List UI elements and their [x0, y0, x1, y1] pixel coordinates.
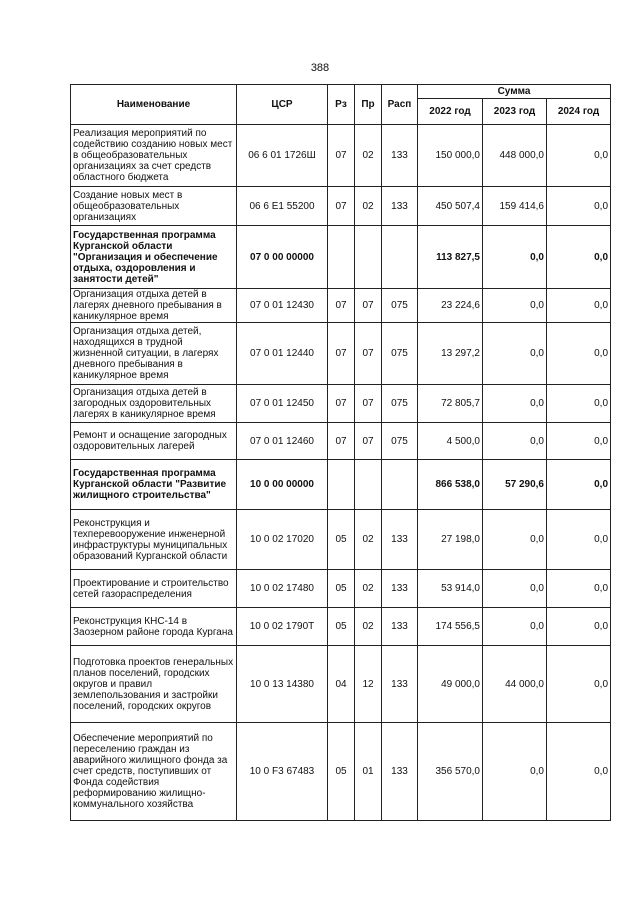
cell-2024: 0,0 — [547, 323, 611, 385]
cell-2023: 0,0 — [483, 385, 547, 423]
budget-table — [70, 84, 611, 821]
cell-pr — [355, 460, 382, 510]
cell-2022: 4 500,0 — [418, 423, 483, 460]
cell-2022: 113 827,5 — [418, 226, 483, 289]
cell-name: Проектирование и строительство сетей газораспределения — [71, 570, 237, 608]
cell-2024: 0,0 — [547, 646, 611, 723]
cell-csr: 07 0 01 12440 — [237, 323, 328, 385]
cell-name: Обеспечение мероприятий по переселению граждан из аварийного жилищного фонда за счет средств, поступивших от Фонда содействия реформированию жилищно-коммунального хозяйства — [71, 723, 237, 821]
table-row — [71, 608, 611, 646]
cell-2022: 450 507,4 — [418, 187, 483, 226]
cell-rasp: 133 — [382, 187, 418, 226]
cell-name: Организация отдыха детей, находящихся в трудной жизненной ситуации, в лагерях дневного пребывания в каникулярное время — [71, 323, 237, 385]
cell-pr: 07 — [355, 323, 382, 385]
cell-csr: 07 0 01 12450 — [237, 385, 328, 423]
cell-csr: 07 0 01 12430 — [237, 289, 328, 323]
cell-2024: 0,0 — [547, 570, 611, 608]
cell-name: Подготовка проектов генеральных планов поселений, городских округов и правил землепользования и застройки поселений, городских округов — [71, 646, 237, 723]
cell-2023: 0,0 — [483, 289, 547, 323]
cell-pr — [355, 226, 382, 289]
cell-2024: 0,0 — [547, 289, 611, 323]
cell-rz: 07 — [328, 385, 355, 423]
table-row — [71, 723, 611, 821]
cell-2022: 49 000,0 — [418, 646, 483, 723]
cell-rz — [328, 226, 355, 289]
cell-2024: 0,0 — [547, 510, 611, 570]
cell-2022: 72 805,7 — [418, 385, 483, 423]
table-row — [71, 510, 611, 570]
cell-rasp: 075 — [382, 385, 418, 423]
table-row — [71, 646, 611, 723]
cell-rasp: 133 — [382, 570, 418, 608]
cell-2022: 866 538,0 — [418, 460, 483, 510]
header-name: Наименование — [71, 85, 237, 125]
header-2022: 2022 год — [418, 99, 483, 125]
cell-csr: 10 0 F3 67483 — [237, 723, 328, 821]
cell-name: Ремонт и оснащение загородных оздоровительных лагерей — [71, 423, 237, 460]
table-row — [71, 187, 611, 226]
cell-csr: 07 0 01 12460 — [237, 423, 328, 460]
cell-2022: 53 914,0 — [418, 570, 483, 608]
cell-name: Реализация мероприятий по содействию созданию новых мест в общеобразовательных организациях за счет средств областного бюджета — [71, 125, 237, 187]
cell-rasp — [382, 460, 418, 510]
cell-pr: 02 — [355, 608, 382, 646]
cell-name: Государственная программа Курганской области "Развитие жилищного строительства" — [71, 460, 237, 510]
table-row — [71, 570, 611, 608]
cell-rasp: 133 — [382, 510, 418, 570]
header-rasp: Расп — [382, 85, 418, 125]
cell-2023: 0,0 — [483, 723, 547, 821]
cell-rz: 07 — [328, 125, 355, 187]
cell-csr: 10 0 02 17480 — [237, 570, 328, 608]
cell-2022: 150 000,0 — [418, 125, 483, 187]
cell-rz: 05 — [328, 723, 355, 821]
table-row — [71, 125, 611, 187]
cell-2024: 0,0 — [547, 385, 611, 423]
cell-2023: 57 290,6 — [483, 460, 547, 510]
table-body — [71, 125, 611, 821]
cell-csr: 10 0 02 17020 — [237, 510, 328, 570]
program-row — [71, 460, 611, 510]
cell-2023: 0,0 — [483, 423, 547, 460]
cell-rz: 05 — [328, 608, 355, 646]
cell-csr: 07 0 00 00000 — [237, 226, 328, 289]
cell-rasp: 075 — [382, 289, 418, 323]
cell-pr: 07 — [355, 385, 382, 423]
cell-rz: 07 — [328, 187, 355, 226]
cell-2022: 23 224,6 — [418, 289, 483, 323]
cell-2023: 0,0 — [483, 570, 547, 608]
header-pr: Пр — [355, 85, 382, 125]
cell-2023: 159 414,6 — [483, 187, 547, 226]
table-row — [71, 385, 611, 423]
header-rz: Рз — [328, 85, 355, 125]
cell-2023: 44 000,0 — [483, 646, 547, 723]
header-2024: 2024 год — [547, 99, 611, 125]
cell-rasp: 133 — [382, 646, 418, 723]
cell-2024: 0,0 — [547, 125, 611, 187]
cell-2024: 0,0 — [547, 723, 611, 821]
cell-2023: 448 000,0 — [483, 125, 547, 187]
cell-pr: 12 — [355, 646, 382, 723]
cell-2022: 174 556,5 — [418, 608, 483, 646]
table-row — [71, 323, 611, 385]
cell-name: Организация отдыха детей в загородных оздоровительных лагерях в каникулярное время — [71, 385, 237, 423]
table-row — [71, 423, 611, 460]
cell-2023: 0,0 — [483, 226, 547, 289]
cell-csr: 10 0 13 14380 — [237, 646, 328, 723]
cell-name: Реконструкция КНС-14 в Заозерном районе города Кургана — [71, 608, 237, 646]
header-2023: 2023 год — [483, 99, 547, 125]
cell-pr: 02 — [355, 187, 382, 226]
header-csr: ЦСР — [237, 85, 328, 125]
cell-csr: 06 6 01 1726Ш — [237, 125, 328, 187]
cell-2022: 27 198,0 — [418, 510, 483, 570]
cell-2023: 0,0 — [483, 323, 547, 385]
cell-2024: 0,0 — [547, 460, 611, 510]
cell-rasp: 133 — [382, 125, 418, 187]
page-number: 388 — [310, 62, 330, 74]
cell-pr: 07 — [355, 423, 382, 460]
cell-pr: 01 — [355, 723, 382, 821]
cell-rz: 05 — [328, 510, 355, 570]
cell-name: Государственная программа Курганской области "Организация и обеспечение отдыха, оздоровления и занятости детей" — [71, 226, 237, 289]
header-sum: Сумма — [418, 85, 611, 99]
cell-csr: 10 0 00 00000 — [237, 460, 328, 510]
cell-rasp: 133 — [382, 723, 418, 821]
cell-2022: 13 297,2 — [418, 323, 483, 385]
cell-rasp: 075 — [382, 423, 418, 460]
header-row-top — [71, 85, 611, 99]
cell-2024: 0,0 — [547, 226, 611, 289]
cell-2024: 0,0 — [547, 608, 611, 646]
cell-rz: 07 — [328, 323, 355, 385]
cell-rasp — [382, 226, 418, 289]
cell-2023: 0,0 — [483, 510, 547, 570]
cell-2022: 356 570,0 — [418, 723, 483, 821]
cell-pr: 02 — [355, 125, 382, 187]
cell-csr: 10 0 02 1790Т — [237, 608, 328, 646]
cell-pr: 07 — [355, 289, 382, 323]
cell-rasp: 133 — [382, 608, 418, 646]
cell-rz: 07 — [328, 423, 355, 460]
program-row — [71, 226, 611, 289]
cell-rz — [328, 460, 355, 510]
cell-pr: 02 — [355, 510, 382, 570]
cell-pr: 02 — [355, 570, 382, 608]
cell-name: Организация отдыха детей в лагерях дневного пребывания в каникулярное время — [71, 289, 237, 323]
cell-2024: 0,0 — [547, 423, 611, 460]
cell-rasp: 075 — [382, 323, 418, 385]
cell-name: Создание новых мест в общеобразовательных организациях — [71, 187, 237, 226]
table-row — [71, 289, 611, 323]
cell-rz: 04 — [328, 646, 355, 723]
cell-csr: 06 6 E1 55200 — [237, 187, 328, 226]
cell-rz: 07 — [328, 289, 355, 323]
cell-2024: 0,0 — [547, 187, 611, 226]
cell-2023: 0,0 — [483, 608, 547, 646]
cell-name: Реконструкция и техперевооружение инженерной инфраструктуры муниципальных образований Курганской области — [71, 510, 237, 570]
cell-rz: 05 — [328, 570, 355, 608]
